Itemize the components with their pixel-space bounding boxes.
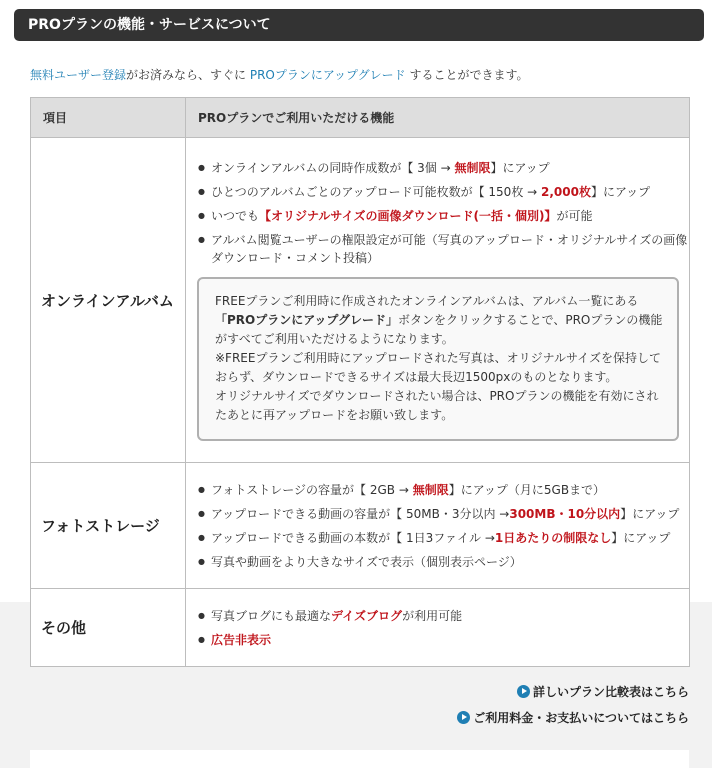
intro-text xyxy=(30,66,690,84)
note-line: ※FREEプランご利用時にアップロードされた写真は、オリジナルサイズを保持しておらず、ダウンロードできるサイズは最大長辺1500pxのものとなります。 xyxy=(215,351,662,384)
table-row-other xyxy=(31,589,690,667)
upgrade-link[interactable]: PROプランにアップグレード xyxy=(249,68,406,82)
category-other: その他 xyxy=(31,589,186,667)
intro-text-1: がお済みなら、すぐに xyxy=(126,68,247,82)
list-item: ● 広告非表示 xyxy=(197,631,689,649)
list-item: ● 写真ブログにも最適なデイズブログが利用可能 xyxy=(197,607,689,625)
pricing-link[interactable]: ご利用料金・お支払いについてはこちら xyxy=(457,709,689,725)
column-header-item: 項目 xyxy=(31,98,186,138)
column-header-features: PROプランでご利用いただける機能 xyxy=(186,98,690,138)
note-line: FREEプランご利用時に作成されたオンラインアルバムは、アルバム一覧にある xyxy=(215,294,639,308)
section-title: PROプランの機能・サービスについて xyxy=(14,9,704,41)
table-row-storage xyxy=(31,463,690,589)
album-features-cell xyxy=(186,138,690,463)
storage-feature-list xyxy=(197,481,689,571)
table-row-album xyxy=(31,138,690,463)
list-item: ● いつでも【オリジナルサイズの画像ダウンロード(一括・個別)】が可能 xyxy=(197,207,689,225)
features-table xyxy=(30,97,690,667)
plan-compare-link[interactable]: 詳しいプラン比較表はこちら xyxy=(457,683,689,699)
list-item: ● オンラインアルバムの同時作成数が【 3個 → 無制限】にアップ xyxy=(197,159,689,177)
next-section-panel xyxy=(30,750,689,780)
play-circle-icon xyxy=(517,685,530,698)
list-item: ● 写真や動画をより大きなサイズで表示（個別表示ページ） xyxy=(197,553,689,571)
intro-text-2: することができます。 xyxy=(409,68,529,82)
list-item: ● フォトストレージの容量が【 2GB → 無制限】にアップ（月に5GBまで） xyxy=(197,481,689,499)
album-note-box xyxy=(197,277,679,441)
album-feature-list xyxy=(197,159,689,267)
free-signup-link[interactable]: 無料ユーザー登録 xyxy=(30,68,127,82)
play-circle-icon xyxy=(457,711,470,724)
storage-features-cell xyxy=(186,463,690,589)
footer-links xyxy=(457,683,689,735)
category-storage: フォトストレージ xyxy=(31,463,186,589)
category-album: オンラインアルバム xyxy=(31,138,186,463)
note-line: 「PROプランにアップグレード」ボタンをクリックすることで、PROプランの機能がすべてご利用いただけるようになります。 xyxy=(215,313,663,346)
other-feature-list xyxy=(197,607,689,649)
list-item: ● アップロードできる動画の容量が【 50MB・3分以内 →300MB・10分以内】にアップ xyxy=(197,505,689,523)
list-item: ● アップロードできる動画の本数が【 1日3ファイル →1日あたりの制限なし】にアップ xyxy=(197,529,689,547)
list-item: ● アルバム閲覧ユーザーの権限設定が可能（写真のアップロード・オリジナルサイズの画像ダウンロード・コメント投稿） xyxy=(197,231,689,267)
other-features-cell xyxy=(186,589,690,667)
table-header-row xyxy=(31,98,690,138)
list-item: ● ひとつのアルバムごとのアップロード可能枚数が【 150枚 → 2,000枚】にアップ xyxy=(197,183,689,201)
note-line: オリジナルサイズでダウンロードされたい場合は、PROプランの機能を有効にされたあとに再アップロードをお願い致します。 xyxy=(215,389,659,422)
